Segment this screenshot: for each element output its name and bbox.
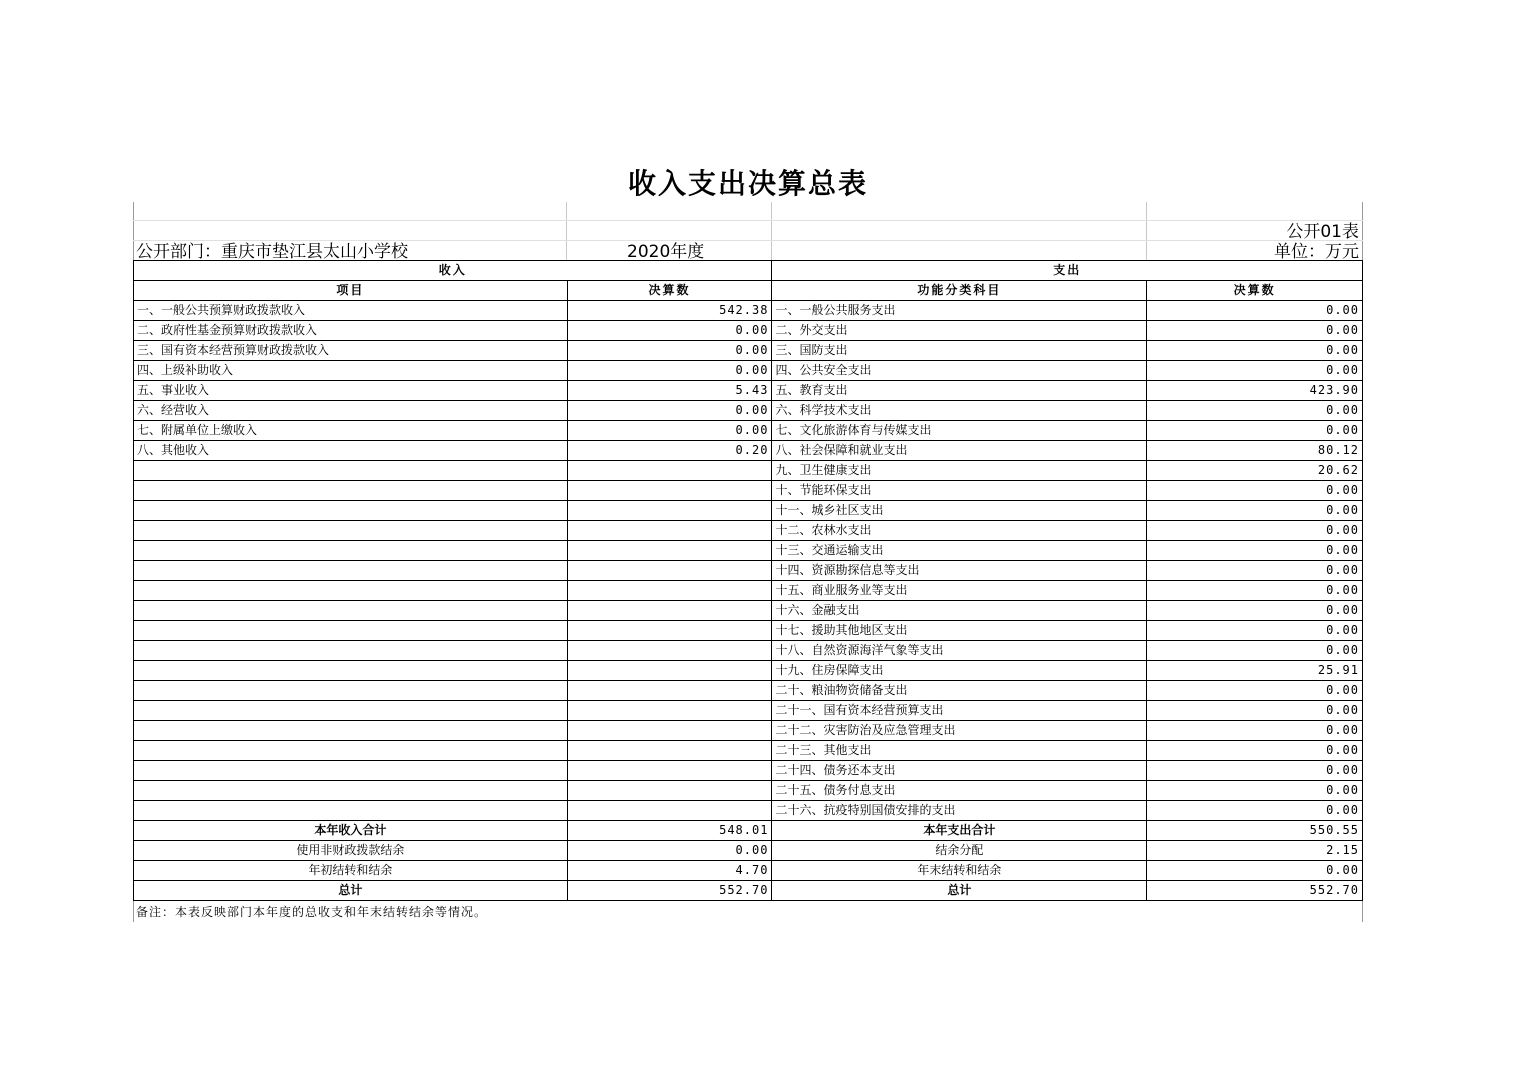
table-row [134, 561, 1363, 581]
income-amount: 542.38 [567, 301, 772, 321]
table-row [134, 521, 1363, 541]
expense-header: 支出 [772, 261, 1363, 281]
expense-amount: 0.00 [1147, 741, 1363, 761]
income-amount [567, 781, 772, 801]
summary-row [134, 841, 1363, 861]
expense-item: 八、社会保障和就业支出 [772, 441, 1147, 461]
table-row [134, 741, 1363, 761]
table-row [134, 481, 1363, 501]
income-amount [567, 681, 772, 701]
expense-item: 六、科学技术支出 [772, 401, 1147, 421]
expense-amount: 0.00 [1147, 361, 1363, 381]
expense-amount: 0.00 [1147, 421, 1363, 441]
annual-total-row [134, 821, 1363, 841]
unit-label: 单位：万元 [1274, 242, 1359, 262]
expense-amount: 0.00 [1147, 761, 1363, 781]
income-amount: 0.20 [567, 441, 772, 461]
end-balance-value: 0.00 [1147, 861, 1363, 881]
table-row [134, 401, 1363, 421]
income-amount [567, 561, 772, 581]
expense-item: 三、国防支出 [772, 341, 1147, 361]
end-balance-label: 年末结转和结余 [772, 861, 1147, 881]
fiscal-year: 2020年度 [627, 242, 705, 262]
income-amount: 5.43 [567, 381, 772, 401]
expense-item: 十一、城乡社区支出 [772, 501, 1147, 521]
income-item [134, 521, 568, 541]
income-amount [567, 721, 772, 741]
expense-item: 十二、农林水支出 [772, 521, 1147, 541]
table-row [134, 701, 1363, 721]
col-category: 功能分类科目 [772, 281, 1147, 301]
table-row [134, 361, 1363, 381]
expense-item: 二十三、其他支出 [772, 741, 1147, 761]
income-amount [567, 641, 772, 661]
income-item [134, 501, 568, 521]
expense-amount: 0.00 [1147, 401, 1363, 421]
income-amount [567, 501, 772, 521]
budget-table [133, 260, 1363, 901]
income-amount [567, 801, 772, 821]
income-item [134, 681, 568, 701]
col-income-amount: 决算数 [567, 281, 772, 301]
expense-total-value: 550.55 [1147, 821, 1363, 841]
expense-amount: 80.12 [1147, 441, 1363, 461]
expense-amount: 0.00 [1147, 581, 1363, 601]
income-item [134, 621, 568, 641]
table-row [134, 681, 1363, 701]
expense-item: 十九、住房保障支出 [772, 661, 1147, 681]
expense-total-label: 本年支出合计 [772, 821, 1147, 841]
form-number: 公开01表 [1286, 222, 1359, 242]
table-row [134, 341, 1363, 361]
income-item: 五、事业收入 [134, 381, 568, 401]
expense-amount: 0.00 [1147, 641, 1363, 661]
expense-amount: 0.00 [1147, 781, 1363, 801]
nonfiscal-label: 使用非财政拨款结余 [134, 841, 568, 861]
expense-amount: 0.00 [1147, 481, 1363, 501]
income-amount [567, 481, 772, 501]
expense-item: 十八、自然资源海洋气象等支出 [772, 641, 1147, 661]
table-row [134, 661, 1363, 681]
expense-item: 十、节能环保支出 [772, 481, 1147, 501]
income-item [134, 641, 568, 661]
grid-line [133, 220, 1363, 221]
expense-item: 二十、粮油物资储备支出 [772, 681, 1147, 701]
income-amount [567, 581, 772, 601]
expense-item: 一、一般公共服务支出 [772, 301, 1147, 321]
income-item: 八、其他收入 [134, 441, 568, 461]
page-title: 收入支出决算总表 [133, 166, 1363, 202]
expense-amount: 0.00 [1147, 621, 1363, 641]
footnote: 备注：本表反映部门本年度的总收支和年末结转结余等情况。 [136, 905, 488, 919]
grid-line [133, 240, 1363, 241]
table-row [134, 721, 1363, 741]
income-amount: 0.00 [567, 421, 772, 441]
expense-amount: 0.00 [1147, 501, 1363, 521]
income-item [134, 721, 568, 741]
col-item: 项目 [134, 281, 568, 301]
grand-total-label-right: 总计 [772, 881, 1147, 901]
income-item: 六、经营收入 [134, 401, 568, 421]
income-item [134, 661, 568, 681]
income-item [134, 561, 568, 581]
income-amount [567, 701, 772, 721]
income-total-label: 本年收入合计 [134, 821, 568, 841]
expense-amount: 0.00 [1147, 721, 1363, 741]
income-amount [567, 541, 772, 561]
table-row [134, 581, 1363, 601]
expense-amount: 0.00 [1147, 701, 1363, 721]
income-amount [567, 601, 772, 621]
income-total-value: 548.01 [567, 821, 772, 841]
table-row [134, 601, 1363, 621]
expense-item: 二十五、债务付息支出 [772, 781, 1147, 801]
grand-total-value-right: 552.70 [1147, 881, 1363, 901]
expense-item: 二、外交支出 [772, 321, 1147, 341]
income-item: 三、国有资本经营预算财政拨款收入 [134, 341, 568, 361]
income-amount: 0.00 [567, 401, 772, 421]
income-item [134, 761, 568, 781]
nonfiscal-value: 0.00 [567, 841, 772, 861]
summary-row [134, 861, 1363, 881]
income-item [134, 461, 568, 481]
income-amount: 0.00 [567, 361, 772, 381]
expense-amount: 25.91 [1147, 661, 1363, 681]
expense-item: 十六、金融支出 [772, 601, 1147, 621]
expense-amount: 0.00 [1147, 561, 1363, 581]
expense-amount: 0.00 [1147, 681, 1363, 701]
expense-item: 十五、商业服务业等支出 [772, 581, 1147, 601]
expense-amount: 0.00 [1147, 601, 1363, 621]
surplus-dist-label: 结余分配 [772, 841, 1147, 861]
expense-amount: 20.62 [1147, 461, 1363, 481]
table-row [134, 621, 1363, 641]
income-item [134, 781, 568, 801]
income-item: 一、一般公共预算财政拨款收入 [134, 301, 568, 321]
table-row [134, 541, 1363, 561]
expense-amount: 0.00 [1147, 321, 1363, 341]
table-row [134, 801, 1363, 821]
table-row [134, 781, 1363, 801]
income-amount [567, 521, 772, 541]
income-item [134, 581, 568, 601]
table-row [134, 761, 1363, 781]
income-item [134, 481, 568, 501]
income-item [134, 701, 568, 721]
section-header-row [134, 261, 1363, 281]
begin-balance-label: 年初结转和结余 [134, 861, 568, 881]
expense-item: 五、教育支出 [772, 381, 1147, 401]
expense-item: 十七、援助其他地区支出 [772, 621, 1147, 641]
expense-item: 二十四、债务还本支出 [772, 761, 1147, 781]
income-amount [567, 741, 772, 761]
department-label: 公开部门：重庆市垫江县太山小学校 [136, 242, 408, 262]
begin-balance-value: 4.70 [567, 861, 772, 881]
expense-amount: 423.90 [1147, 381, 1363, 401]
grand-total-row [134, 881, 1363, 901]
col-expense-amount: 决算数 [1147, 281, 1363, 301]
table-row [134, 461, 1363, 481]
table-row [134, 301, 1363, 321]
income-item [134, 801, 568, 821]
income-amount [567, 621, 772, 641]
table-row [134, 441, 1363, 461]
expense-amount: 0.00 [1147, 801, 1363, 821]
expense-amount: 0.00 [1147, 541, 1363, 561]
expense-item: 十四、资源勘探信息等支出 [772, 561, 1147, 581]
surplus-dist-value: 2.15 [1147, 841, 1363, 861]
expense-amount: 0.00 [1147, 521, 1363, 541]
spreadsheet [133, 166, 1363, 922]
income-amount: 0.00 [567, 341, 772, 361]
expense-item: 二十六、抗疫特别国债安排的支出 [772, 801, 1147, 821]
income-amount [567, 461, 772, 481]
expense-item: 四、公共安全支出 [772, 361, 1147, 381]
income-item [134, 601, 568, 621]
expense-item: 十三、交通运输支出 [772, 541, 1147, 561]
expense-item: 九、卫生健康支出 [772, 461, 1147, 481]
income-amount: 0.00 [567, 321, 772, 341]
income-amount [567, 661, 772, 681]
grand-total-value-left: 552.70 [567, 881, 772, 901]
expense-item: 七、文化旅游体育与传媒支出 [772, 421, 1147, 441]
expense-amount: 0.00 [1147, 301, 1363, 321]
income-amount [567, 761, 772, 781]
column-header-row [134, 281, 1363, 301]
table-row [134, 641, 1363, 661]
expense-amount: 0.00 [1147, 341, 1363, 361]
income-item: 七、附属单位上缴收入 [134, 421, 568, 441]
table-row [134, 501, 1363, 521]
income-item: 四、上级补助收入 [134, 361, 568, 381]
income-item: 二、政府性基金预算财政拨款收入 [134, 321, 568, 341]
expense-item: 二十二、灾害防治及应急管理支出 [772, 721, 1147, 741]
income-header: 收入 [134, 261, 772, 281]
table-row [134, 421, 1363, 441]
table-row [134, 381, 1363, 401]
grand-total-label-left: 总计 [134, 881, 568, 901]
table-row [134, 321, 1363, 341]
income-item [134, 741, 568, 761]
income-item [134, 541, 568, 561]
expense-item: 二十一、国有资本经营预算支出 [772, 701, 1147, 721]
